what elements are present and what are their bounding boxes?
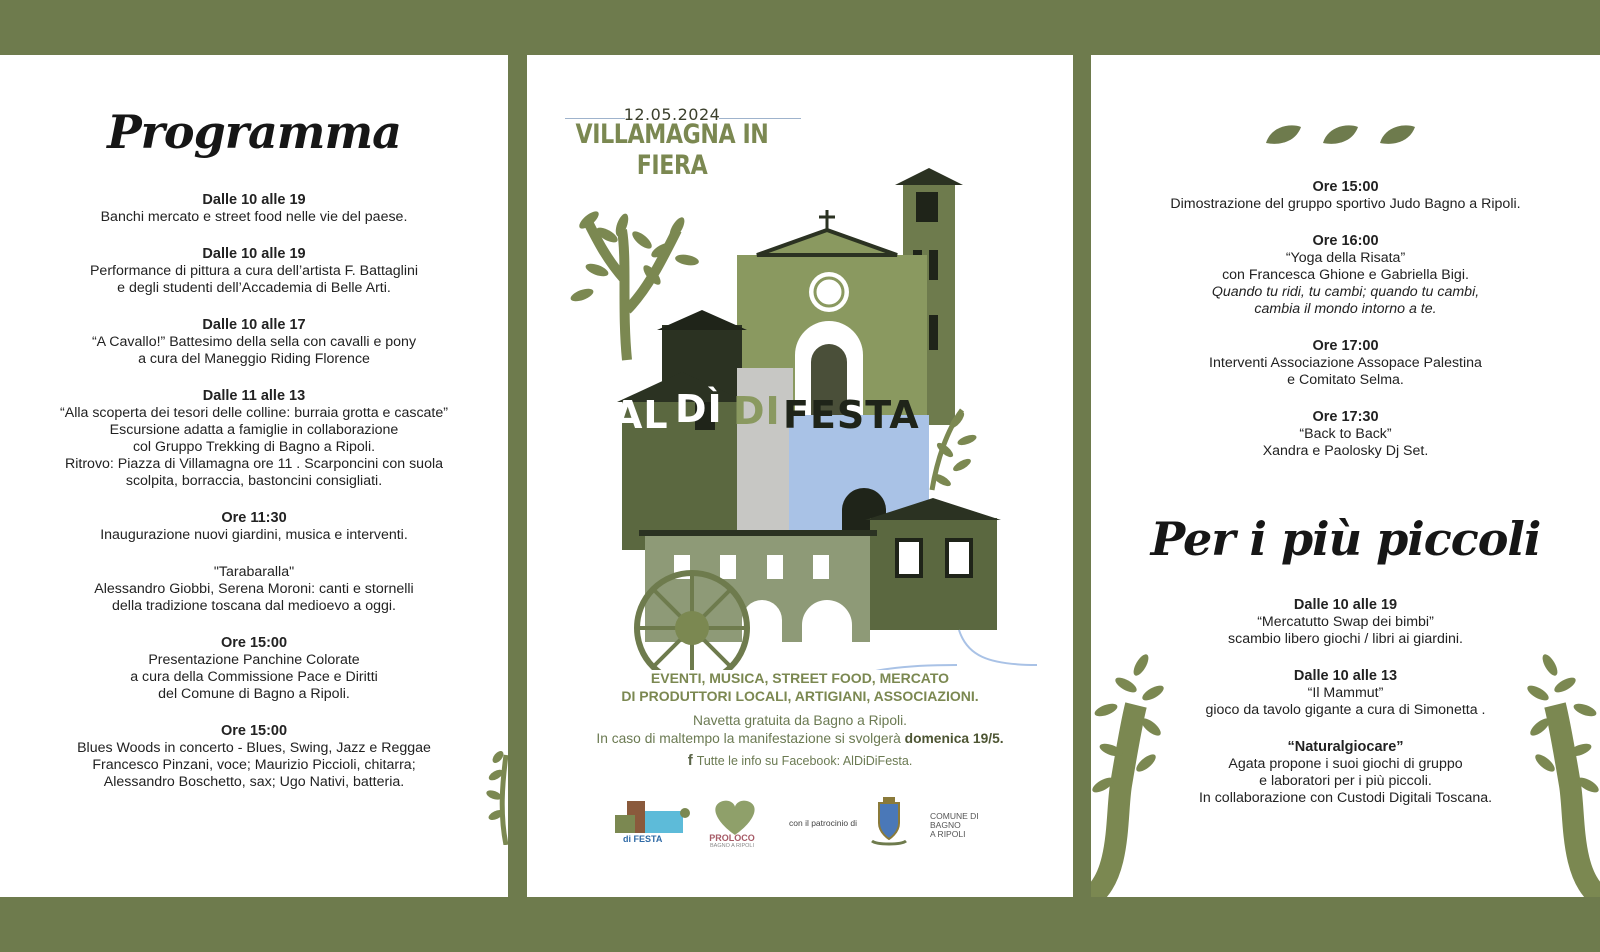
program-item: [1091, 233, 1600, 318]
program-item-time: Ore 17:30: [1312, 409, 1379, 425]
program-panel-right: [1091, 55, 1600, 897]
tagline-line-2: DI PRODUTTORI LOCALI, ARTIGIANI, ASSOCIAZIONI.: [621, 688, 979, 704]
difesta-logo-text: di FESTA: [623, 834, 663, 844]
kids-title: Per i più piccoli: [1150, 512, 1541, 566]
program-item: [1091, 597, 1600, 648]
program-panel-left: [0, 55, 508, 897]
program-item-line: Inaugurazione nuovi giardini, musica e interventi.: [100, 527, 408, 543]
weather-date: domenica 19/5.: [904, 731, 1004, 746]
program-item-time: Dalle 10 alle 19: [1293, 597, 1398, 613]
program-item: [1091, 179, 1600, 213]
program-item-line: e degli studenti dell’Accademia di Belle Arti.: [117, 280, 391, 296]
program-item-line: col Gruppo Trekking di Bagno a Ripoli.: [132, 439, 376, 455]
comune-logo-text: [930, 812, 979, 839]
olive-tree-left-icon: [1091, 645, 1166, 897]
program-item-line: “Yoga della Risata”: [1285, 250, 1406, 266]
proloco-subname: BAGNO A RIPOLI: [709, 843, 755, 849]
program-item-time: Dalle 10 alle 13: [1293, 668, 1398, 684]
patronage-text: con il patrocinio di: [789, 818, 858, 828]
tagline-line-1: EVENTI, MUSICA, STREET FOOD, MERCATO: [650, 670, 950, 686]
program-item-time: “Naturalgiocare”: [1287, 739, 1404, 755]
program-item-line: Agata propone i suoi giochi di gruppo: [1228, 756, 1463, 772]
program-item-quote: Quando tu ridi, tu cambi; quando tu cambi,: [1211, 284, 1480, 300]
program-item-line: “Mercatutto Swap dei bimbi”: [1257, 614, 1434, 630]
program-item: [0, 317, 508, 368]
program-item-line: “A Cavallo!” Battesimo della sella con cavalli e pony: [91, 334, 417, 350]
program-item-quote: cambia il mondo intorno a te.: [1254, 301, 1437, 317]
olive-branch-icon: [476, 735, 508, 845]
poster-panel: [527, 55, 1073, 897]
village-illustration: [567, 110, 1047, 670]
program-list: [0, 192, 508, 811]
poster-info: [527, 712, 1073, 748]
program-item-time: Ore 11:30: [221, 510, 287, 526]
program-item-line: Dimostrazione del gruppo sportivo Judo Bagno a Ripoli.: [1170, 196, 1521, 212]
facebook-text: Tutte le info su Facebook: AlDiDiFesta.: [696, 754, 913, 768]
program-item-line: scambio libero giochi / libri ai giardini.: [1228, 631, 1463, 647]
program-item-line: In collaborazione con Custodi Digitali Toscana.: [1198, 790, 1493, 806]
program-item-line: Interventi Associazione Assopace Palestina: [1209, 355, 1482, 371]
leaves-ornament-icon: [1261, 121, 1431, 151]
comune-crest-logo: [872, 797, 906, 844]
program-item: [0, 723, 508, 791]
program-item-line: scolpita, borraccia, bastoncini consigliati.: [125, 473, 383, 489]
program-title: Programma: [107, 105, 401, 159]
program-item-line: della tradizione toscana dal medioevo a oggi.: [112, 598, 396, 614]
program-item-time: Ore 15:00: [220, 723, 288, 739]
program-item-time: Dalle 10 alle 19: [202, 246, 306, 262]
program-item-time: Ore 15:00: [220, 635, 288, 651]
art-word-di-accent: DÌ: [675, 387, 723, 431]
program-item-time: Ore 15:00: [1312, 179, 1379, 195]
program-item-line: con Francesca Ghione e Gabriella Bigi.: [1222, 267, 1469, 283]
program-item-line: "Tarabaralla": [213, 564, 295, 580]
proloco-logo-text: [707, 833, 757, 849]
program-item-time: Ore 17:00: [1312, 338, 1379, 354]
program-item: [0, 192, 508, 226]
comune-line-1: COMUNE DI: [930, 811, 979, 821]
program-list-afternoon: [1091, 179, 1600, 480]
program-item-line: Escursione adatta a famiglie in collaborazione: [109, 422, 399, 438]
program-item: [1091, 409, 1600, 460]
olive-tree-right-icon: [1525, 645, 1600, 897]
program-item-time: Dalle 11 alle 13: [202, 388, 306, 404]
program-item: [0, 510, 508, 544]
weather-prefix: In caso di maltempo la manifestazione si svolgerà: [596, 731, 901, 746]
program-item-line: Performance di pittura a cura dell’artista F. Battaglini: [89, 263, 419, 279]
program-item: [0, 388, 508, 490]
poster-tagline: [527, 669, 1073, 705]
art-word-al: AL: [613, 393, 669, 437]
weather-info: [527, 730, 1073, 748]
facebook-info: [527, 752, 1073, 769]
program-item-line: “Il Mammut”: [1307, 685, 1384, 701]
art-word-festa: FESTA: [783, 393, 920, 437]
proloco-heart-logo: [715, 801, 754, 835]
facebook-icon: f: [687, 752, 693, 769]
program-item: [1091, 338, 1600, 389]
program-item-line: Xandra e Paolosky Dj Set.: [1262, 443, 1429, 459]
program-item-time: Dalle 10 alle 19: [202, 192, 306, 208]
program-item-line: a cura del Maneggio Riding Florence: [138, 351, 370, 367]
shuttle-info: Navetta gratuita da Bagno a Ripoli.: [693, 713, 907, 728]
program-item-line: gioco da tavolo gigante a cura di Simonetta .: [1205, 702, 1486, 718]
program-item-line: Ritrovo: Piazza di Villamagna ore 11 . Scarponcini con suola: [64, 456, 443, 472]
program-item-line: Banchi mercato e street food nelle vie del paese.: [100, 209, 408, 225]
program-item-line: del Comune di Bagno a Ripoli.: [158, 686, 350, 702]
comune-line-2: BAGNO: [930, 820, 961, 830]
proloco-name: PROLOCO: [709, 833, 755, 843]
program-item-line: “Back to Back”: [1299, 426, 1392, 442]
program-item-line: Francesco Pinzani, voce; Maurizio Piccioli, chitarra;: [92, 757, 416, 773]
program-item: [0, 635, 508, 703]
program-item-line: Presentazione Panchine Colorate: [148, 652, 360, 668]
program-item-line: e Comitato Selma.: [1287, 372, 1404, 388]
program-item-time: Dalle 10 alle 17: [202, 317, 306, 333]
program-item-line: Alessandro Boschetto, sax; Ugo Nativi, batteria.: [103, 774, 405, 790]
program-item: [1091, 668, 1600, 719]
program-item: [1091, 739, 1600, 807]
program-item-line: “Alla scoperta dei tesori delle colline: burraia grotta e cascate”: [60, 405, 448, 421]
comune-line-3: A RIPOLI: [930, 829, 966, 839]
program-item: [0, 564, 508, 615]
event-date: 12.05.2024: [623, 105, 721, 124]
program-item-line: Alessandro Giobbi, Serena Moroni: canti e stornelli: [94, 581, 414, 597]
program-item-time: Ore 16:00: [1312, 233, 1379, 249]
program-item: [0, 246, 508, 297]
art-word-di: DI: [733, 389, 781, 433]
program-item-line: Blues Woods in concerto - Blues, Swing, Jazz e Reggae: [77, 740, 431, 756]
program-item-line: e laboratori per i più piccoli.: [1259, 773, 1432, 789]
program-item-line: a cura della Commissione Pace e Diritti: [130, 669, 378, 685]
event-title: VILLAMAGNA IN FIERA: [575, 119, 769, 181]
kids-program-list: [1091, 597, 1600, 827]
difesta-logo: [615, 801, 690, 833]
